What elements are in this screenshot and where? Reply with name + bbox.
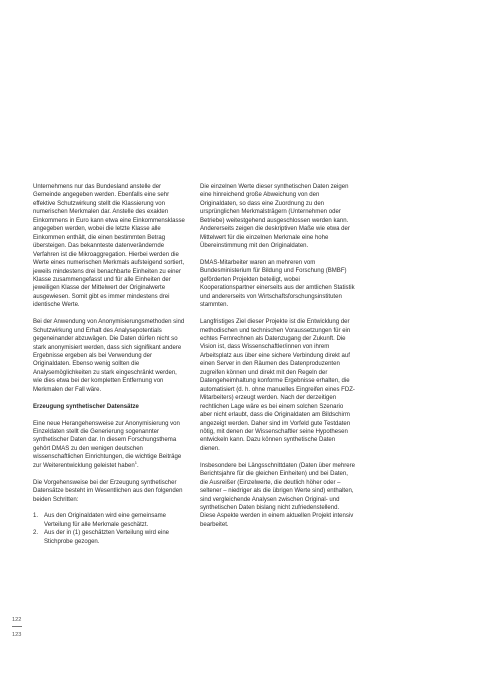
left-paragraph-3 [33,420,185,471]
left-paragraph-2: Bei der Anwendung von Anonymisierungsmethoden sind Schutzwirkung und Erhalt des Analysepotentials gegeneinander abzuwägen. Die Daten dürfen nicht so stark anonymisiert werden, dass sich signifikant andere Ergebnisse ergeben als bei Verwendung der Originaldaten. Ebenso wenig sollten die Analysemöglichkeiten zu stark eingeschränkt werden, wie dies etwa bei der kompletten Entfernung von Merkmalen der Fall wäre. [33,319,185,393]
left-paragraph-1: Unternehmens nur das Bundesland anstelle der Gemeinde angegeben werden. Ebenfalls eine sehr effektive Schutzwirkung stellt die Klassierung von numerischen Merkmalen dar. Anstelle des exakten Einkommens in Euro kann etwa eine Einkommensklasse angegeben werden, wobei die letzte Klasse alle Einkommen enthält, die einen bestimmten Betrag übersteigen. Das bekannteste datenverändernde Verfahren ist die Mikroaggregation. Hierbei werden die Werte eines numerischen Merkmals aufsteigend sortiert, jeweils mindestens drei benachbarte Einheiten zu einer Klasse zusammengefasst und für alle Einheiten der jeweiligen Klasse der Mittelwert der Originalwerte ausgewiesen. Somit gibt es immer mindestens drei identische Werte. [33,184,185,309]
left-paragraph-4: Die Vorgehensweise bei der Erzeugung synthetischer Datensätze besteht im Wesentlichen aus den folgenden beiden Schritten: [33,479,183,503]
right-paragraph-2: DMAS-Mitarbeiter waren an mehreren vom Bundesministerium für Bildung und Forschung (BMBF) geförderten Projekten beteiligt, wobei Kooperationspartner einerseits aus der amtlichen Statistik und andererseits von Wirtschaftsforschungsinstituten stammten. [200,260,355,309]
footnote-marker: 1 [134,459,137,465]
page-number-divider [12,626,22,627]
list-item [33,529,185,546]
right-paragraph-4: Insbesondere bei Längsschnittdaten (Daten über mehrere Berichtsjahre für die gleichen Einheiten) und bei Daten, die Ausreißer (Einzelwerte, die deutlich höher oder – seltener – niedriger als die übrigen Werte sind) enthalten, sind vergleichende Analysen zwischen Original- und synthetischen Daten bislang nicht zufriedenstellend. Diese Aspekte werden in einem aktuellen Projekt intensiv bearbeitet. [200,462,355,528]
list-item-text: Aus den Originaldaten wird eine gemeinsame Verteilung für alle Merkmale geschätzt. [44,513,167,528]
steps-list [33,512,185,546]
right-column [200,183,356,538]
list-item-text: Aus der in (1) geschätzten Verteilung wird eine Stichprobe gezogen. [44,530,170,545]
left-column [33,183,185,546]
list-item [33,512,185,529]
right-paragraph-1: Die einzelnen Werte dieser synthetischen Daten zeigen eine hinreichend große Abweichung von den Originaldaten, so dass eine Zuordnung zu den ursprünglichen Merkmalsträgern (Unternehmen oder Betriebe) weitestgehend ausgeschlossen werden kann. Andererseits zeigen die deskriptiven Maße wie etwa der Mittelwert für die einzelnen Merkmale eine hohe Übereinstimmung mit den Originaldaten. [200,184,350,250]
page-number-right: 123 [12,632,22,638]
page-number-left: 122 [12,617,22,623]
left-paragraph-3-text: Eine neue Herangehensweise zur Anonymisierung von Einzeldaten stellt die Generierung sogenannter synthetischer Daten dar. In diesem Forschungsthema gehört DMAS zu den wenigen deutschen wissenschaftlichen Einrichtungen, die wichtige Beiträge zur Weiterentwicklung geleistet haben [33,420,182,469]
section-heading: Erzeugung synthetischer Datensätze [33,403,139,410]
right-paragraph-3: Langfristiges Ziel dieser Projekte ist die Entwicklung der methodischen und technischen Voraussetzungen für ein echtes Fernrechnen als Datenzugang der Zukunft. Die Vision ist, dass Wissenschaftler/innen von ihrem Arbeitsplatz aus über eine sichere Verbindung direkt auf einen Server in den Räumen des Datenproduzenten zugreifen können und direkt mit den Regeln der Datengeheimhaltung konforme Ergebnisse erhalten, die automatisiert (d. h. ohne manuelles Eingreifen eines FDZ-Mitarbeiters) erzeugt werden. Nach der derzeitigen rechtlichen Lage wäre es bei einem solchen Szenario aber nicht erlaubt, dass die Originaldaten am Bildschirm angezeigt werden. Daher sind im Vorfeld gute Testdaten nötig, mit denen der Wissenschaftler seine Hypothesen entwickeln kann. Dazu können synthetische Daten dienen. [200,319,355,452]
left-paragraph-3-end: . [136,462,139,469]
list-item-number: 1. [33,513,39,520]
list-item-number: 2. [33,530,39,537]
